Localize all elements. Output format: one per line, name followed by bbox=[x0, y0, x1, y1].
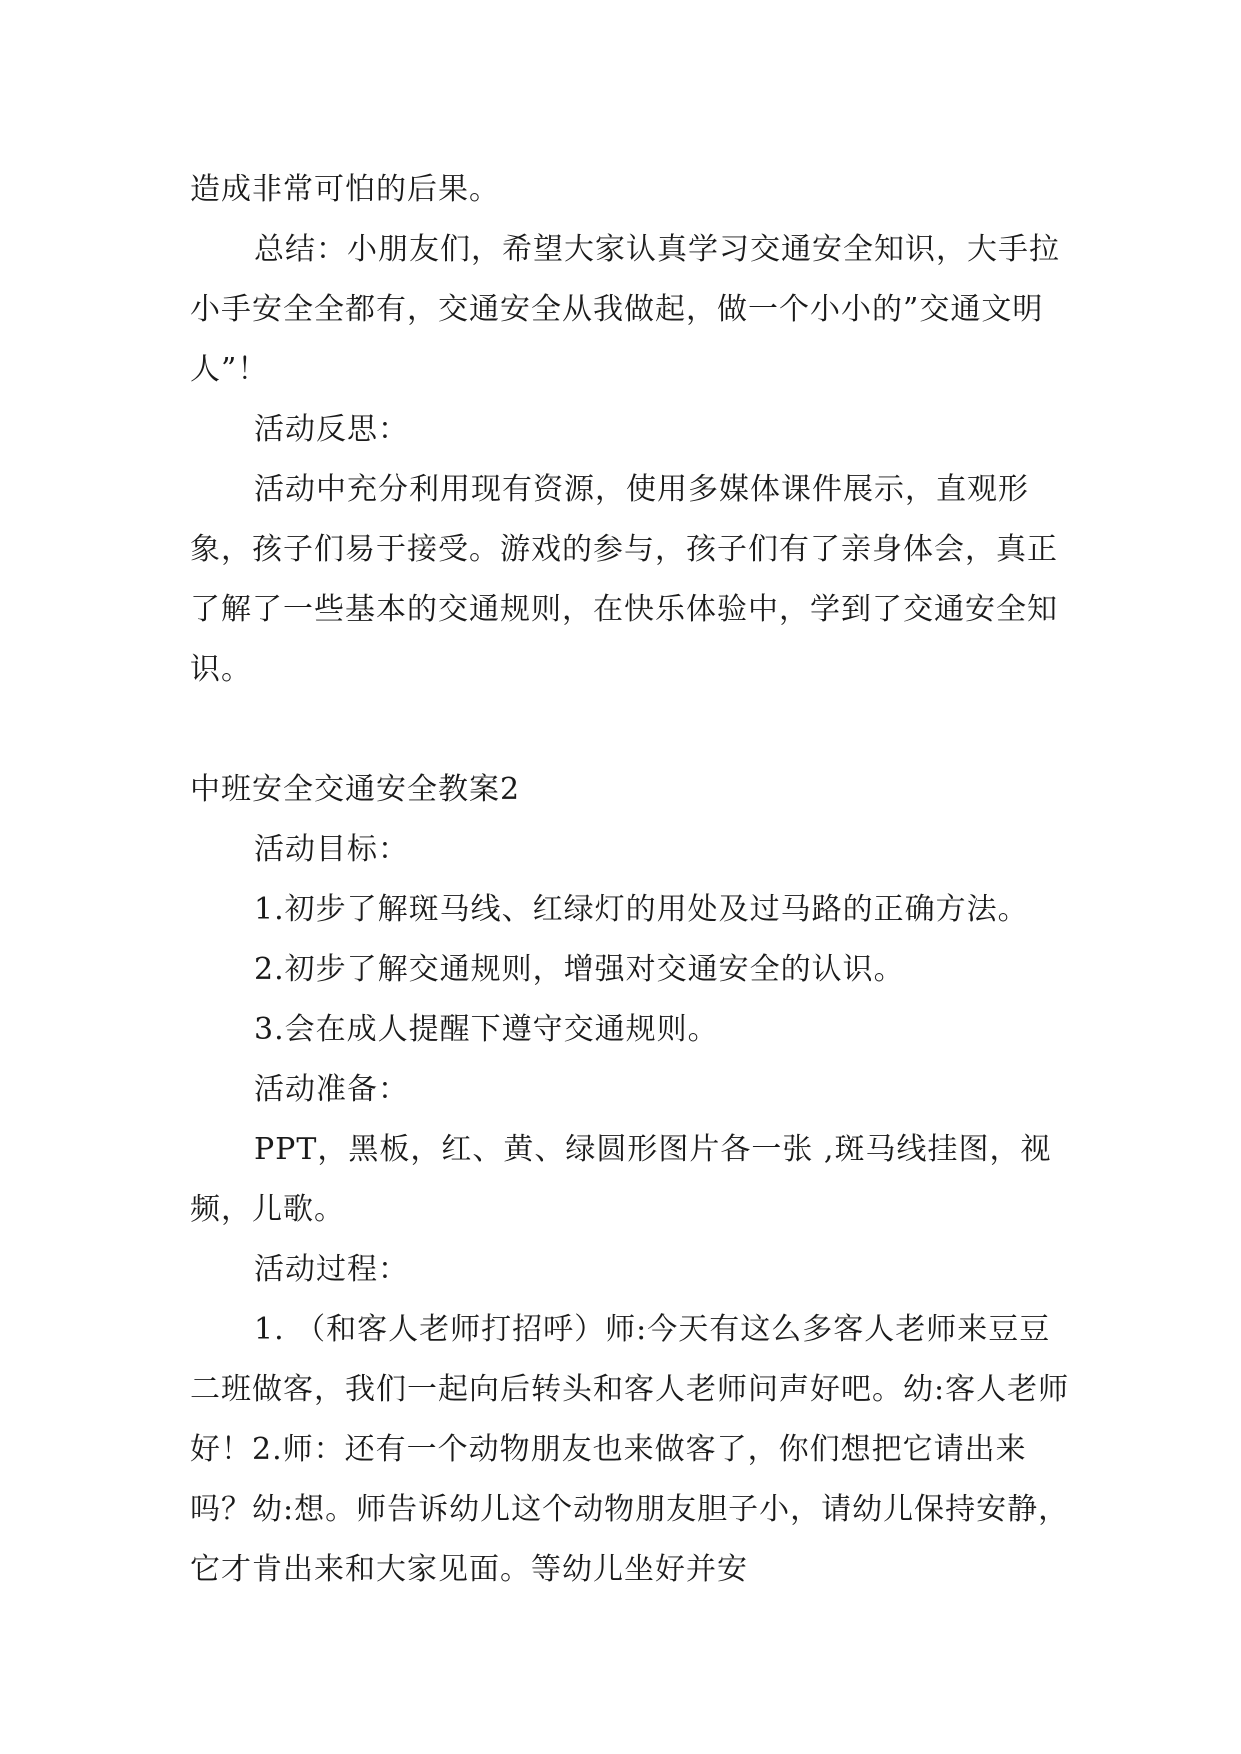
section-title: 中班安全交通安全教案2 bbox=[190, 772, 521, 807]
paragraph-heading: 活动准备： bbox=[254, 1072, 409, 1107]
paragraph: 活动中充分利用现有资源，使用多媒体课件展示，直观形象，孩子们易于接受。游戏的参与，孩子们有了亲身体会，真正了解了一些基本的交通规则，在快乐体验中，学到了交通安全知识。 bbox=[190, 472, 1058, 687]
paragraph: 1. （和客人老师打招呼）师:今天有这么多客人老师来豆豆二班做客，我们一起向后转头和客人老师问声好吧。幼:客人老师好！2.师：还有一个动物朋友也来做客了，你们想把它请出来吗？幼:想。师告诉幼儿这个动物朋友胆子小，请幼儿保持安静，它才肯出来和大家见面。等幼儿坐好并安 bbox=[190, 1312, 1070, 1587]
list-item: 2.初步了解交通规则，增强对交通安全的认识。 bbox=[254, 952, 905, 987]
list-item: 3.会在成人提醒下遵守交通规则。 bbox=[254, 1012, 719, 1047]
list-item: 1.初步了解斑马线、红绿灯的用处及过马路的正确方法。 bbox=[254, 892, 1029, 927]
paragraph-heading: 活动目标： bbox=[254, 832, 409, 867]
paragraph: 造成非常可怕的后果。 bbox=[190, 172, 500, 207]
paragraph-heading: 活动反思： bbox=[254, 412, 409, 447]
section-spacer bbox=[190, 700, 1070, 760]
paragraph: 总结：小朋友们，希望大家认真学习交通安全知识，大手拉小手安全全都有，交通安全从我做起，做一个小小的”交通文明人”！ bbox=[190, 232, 1060, 387]
paragraph-heading: 活动过程： bbox=[254, 1252, 409, 1287]
paragraph: PPT，黑板，红、黄、绿圆形图片各一张 ,斑马线挂图，视频，儿歌。 bbox=[190, 1132, 1052, 1227]
document-body bbox=[190, 160, 1070, 1600]
